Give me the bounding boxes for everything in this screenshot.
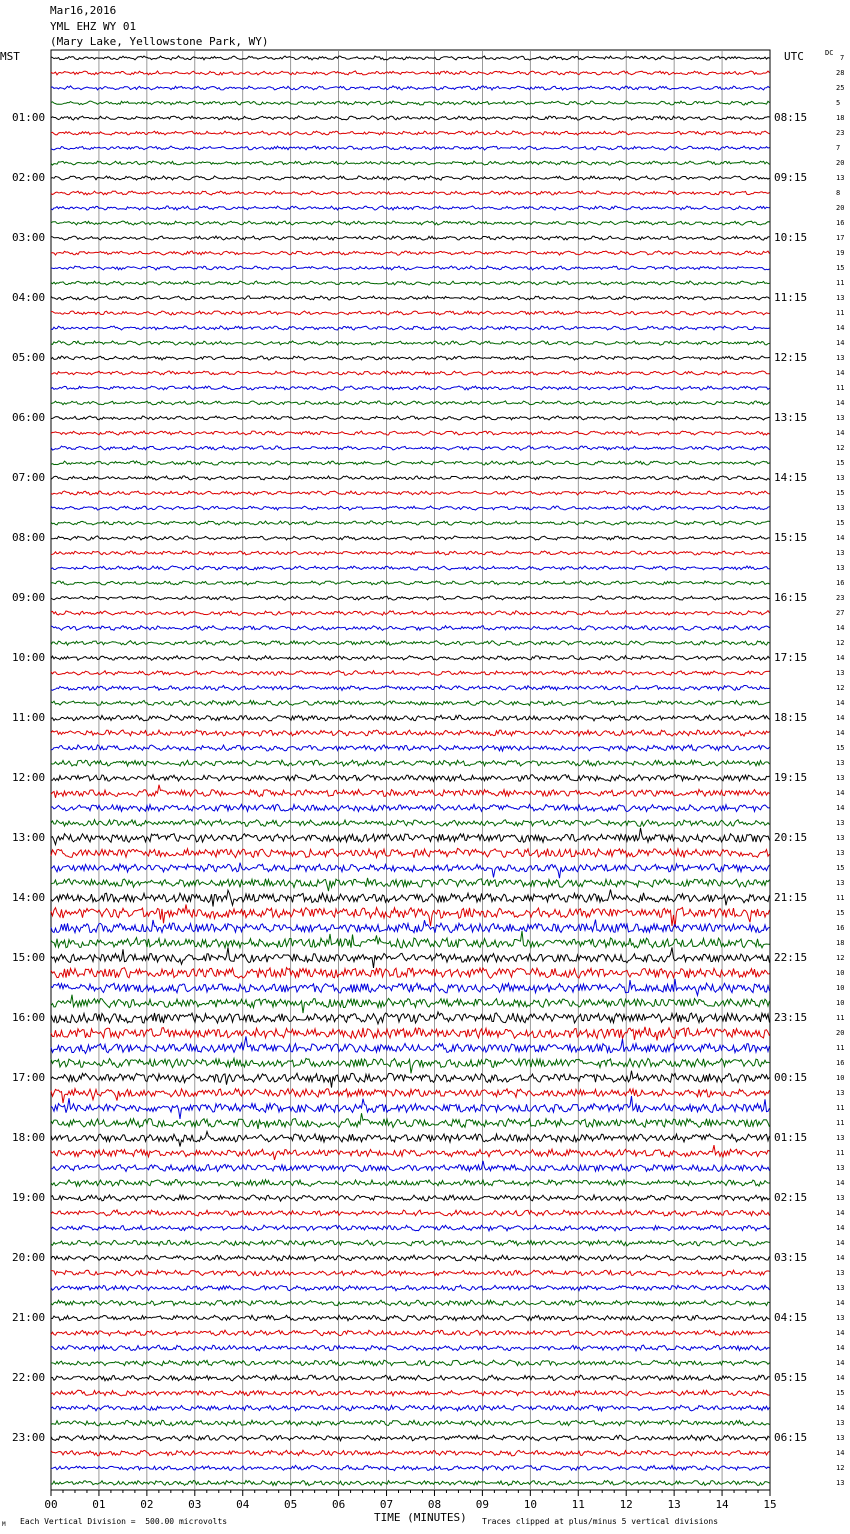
- seismic-trace: [51, 596, 770, 600]
- seismic-trace: [51, 461, 770, 465]
- dc-offset-label: 14: [836, 1209, 845, 1217]
- seismic-trace: [51, 416, 770, 420]
- x-tick-label: 00: [44, 1498, 58, 1511]
- seismic-trace: [51, 176, 770, 180]
- dc-offset-label: 27: [836, 609, 845, 617]
- x-tick-label: 10: [523, 1498, 537, 1511]
- plot-frame: [51, 50, 770, 1490]
- seismic-trace: [51, 161, 770, 165]
- seismic-trace: [51, 1375, 770, 1381]
- x-tick-label: 02: [140, 1498, 154, 1511]
- left-hour-label: 04:00: [12, 291, 46, 304]
- seismic-trace: [51, 281, 770, 285]
- right-hour-label: 15:15: [774, 531, 808, 544]
- seismic-trace: [51, 995, 770, 1013]
- x-tick-label: 15: [763, 1498, 777, 1511]
- dc-offset-label: 25: [836, 84, 845, 92]
- left-hour-label: 03:00: [12, 231, 46, 244]
- dc-offset-label: 14: [836, 729, 845, 737]
- seismic-trace: [51, 760, 770, 766]
- left-hour-label: 20:00: [12, 1251, 46, 1264]
- seismic-trace: [51, 626, 770, 631]
- dc-offset-label: 12: [836, 639, 845, 647]
- left-hour-label: 06:00: [12, 411, 46, 424]
- dc-offset-label: 10: [836, 1074, 845, 1082]
- seismic-trace: [51, 521, 770, 525]
- left-hour-label: 05:00: [12, 351, 46, 364]
- dc-offset-label: 13: [836, 759, 845, 767]
- header-location: (Mary Lake, Yellowstone Park, WY): [50, 35, 269, 48]
- dc-offset-label: 13: [836, 1314, 845, 1322]
- seismic-trace: [51, 131, 770, 135]
- dc-offset-label: 11: [836, 1119, 845, 1127]
- dc-offset-label: 14: [836, 654, 845, 662]
- seismic-trace: [51, 931, 770, 948]
- dc-offset-label: 15: [836, 489, 845, 497]
- dc-offset-label: 11: [836, 1014, 845, 1022]
- dc-offset-label: 12: [836, 684, 845, 692]
- dc-offset-label: 16: [836, 924, 845, 932]
- seismic-trace: [51, 386, 770, 390]
- seismic-trace: [51, 905, 770, 928]
- left-hour-label: 08:00: [12, 531, 46, 544]
- x-axis-title: TIME (MINUTES): [374, 1511, 467, 1524]
- left-hour-label: 01:00: [12, 111, 46, 124]
- seismic-trace: [51, 581, 770, 585]
- header-station: YML EHZ WY 01: [50, 20, 137, 33]
- dc-offset-label: 14: [836, 789, 845, 797]
- dc-offset-label: 18: [836, 114, 845, 122]
- seismic-trace: [51, 1089, 770, 1103]
- seismic-trace: [51, 311, 770, 315]
- seismic-trace: [51, 1240, 770, 1246]
- x-tick-label: 14: [715, 1498, 729, 1511]
- seismic-trace: [51, 551, 770, 555]
- dc-offset-label: 13: [836, 174, 845, 182]
- clip-note: Traces clipped at plus/minus 5 vertical divisions: [482, 1517, 719, 1526]
- dc-label: DC: [825, 49, 834, 57]
- seismic-trace: [51, 979, 770, 995]
- seismic-trace: [51, 1210, 770, 1216]
- seismic-trace: [51, 641, 770, 646]
- seismic-trace: [51, 251, 770, 255]
- dc-offset-label: 16: [836, 1059, 845, 1067]
- left-hour-label: 16:00: [12, 1011, 46, 1024]
- x-tick-label: 01: [92, 1498, 106, 1511]
- seismic-trace: [51, 1058, 770, 1073]
- right-hour-label: 06:15: [774, 1431, 808, 1444]
- seismic-trace: [51, 863, 770, 879]
- dc-offset-label: 10: [836, 969, 845, 977]
- seismic-trace: [51, 1405, 770, 1411]
- dc-offset-label: 14: [836, 699, 845, 707]
- x-tick-label: 06: [331, 1498, 346, 1511]
- seismic-trace: [51, 1435, 770, 1441]
- dc-offset-label: 13: [836, 819, 845, 827]
- left-hour-label: 15:00: [12, 951, 46, 964]
- dc-offset-label: 10: [836, 984, 845, 992]
- dc-offset-label: 14: [836, 1404, 845, 1412]
- seismic-trace: [51, 1450, 770, 1456]
- seismic-trace: [51, 1012, 770, 1024]
- x-tick-label: 12: [619, 1498, 633, 1511]
- right-hour-label: 08:15: [774, 111, 808, 124]
- right-hour-label: 00:15: [774, 1071, 808, 1084]
- dc-offset-label: 17: [836, 234, 845, 242]
- right-hour-label: 01:15: [774, 1131, 808, 1144]
- dc-offset-label: 13: [836, 1269, 845, 1277]
- dc-offset-label: 15: [836, 459, 845, 467]
- dc-offset-label: 28: [836, 69, 845, 77]
- seismic-trace: [51, 700, 770, 705]
- dc-offset-label: 11: [836, 894, 845, 902]
- dc-offset-label: 23: [836, 129, 845, 137]
- seismic-trace: [51, 715, 770, 721]
- seismic-trace: [51, 341, 770, 345]
- seismic-trace: [51, 1027, 770, 1041]
- dc-offset-label: 14: [836, 1359, 845, 1367]
- dc-offset-label: 14: [836, 714, 845, 722]
- dc-offset-label: 14: [836, 1374, 845, 1382]
- x-tick-label: 09: [475, 1498, 490, 1511]
- seismic-trace: [51, 401, 770, 405]
- dc-offset-label: 15: [836, 519, 845, 527]
- seismic-trace: [51, 236, 770, 240]
- seismic-trace: [51, 1180, 770, 1187]
- left-hour-label: 13:00: [12, 831, 46, 844]
- dc-offset-label: 13: [836, 1479, 845, 1487]
- seismic-trace: [51, 1096, 770, 1119]
- header-date: Mar16,2016: [50, 4, 117, 17]
- dc-offset-label: 10: [836, 999, 845, 1007]
- dc-offset-label: 15: [836, 1389, 845, 1397]
- seismic-trace: [51, 566, 770, 570]
- dc-offset-label: 14: [836, 1239, 845, 1247]
- dc-offset-label: 23: [836, 594, 845, 602]
- scale-note: Each Vertical Division = 500.00 microvolts: [20, 1517, 228, 1526]
- dc-offset-label: 14: [836, 369, 845, 377]
- seismic-trace: [51, 775, 770, 782]
- corner-mark: M: [2, 1521, 6, 1528]
- dc-offset-label: 14: [836, 339, 845, 347]
- dc-offset-label: 13: [836, 774, 845, 782]
- seismic-trace: [51, 431, 770, 435]
- seismic-trace: [51, 820, 770, 827]
- seismic-trace: [51, 890, 770, 907]
- left-hour-label: 23:00: [12, 1431, 46, 1444]
- seismic-trace: [51, 536, 770, 540]
- right-hour-label: 17:15: [774, 651, 808, 664]
- dc-offset-label: 18: [836, 939, 845, 947]
- dc-offset-label: 5: [836, 99, 841, 107]
- dc-offset-label: 12: [836, 444, 845, 452]
- left-zone-label: MST: [0, 50, 20, 63]
- seismic-trace: [51, 1225, 770, 1231]
- seismic-trace: [51, 221, 770, 225]
- dc-offset-label: 14: [836, 534, 845, 542]
- seismic-trace: [51, 1270, 770, 1276]
- dc-offset-label: 14: [836, 399, 845, 407]
- seismic-trace: [51, 920, 770, 933]
- dc-offset-label: 7: [836, 144, 841, 152]
- dc-offset-label: 11: [836, 384, 845, 392]
- right-hour-label: 04:15: [774, 1311, 808, 1324]
- dc-offset-label: 14: [836, 1449, 845, 1457]
- dc-offset-label: 11: [836, 1104, 845, 1112]
- dc-offset-label: 13: [836, 1419, 845, 1427]
- dc-offset-label: 14: [836, 1329, 845, 1337]
- dc-offset-label: 14: [836, 1224, 845, 1232]
- x-tick-label: 07: [379, 1498, 394, 1511]
- dc-offset-label: 11: [836, 309, 845, 317]
- seismic-trace: [51, 671, 770, 676]
- seismic-trace: [51, 71, 770, 75]
- dc-offset-label: 12: [836, 1464, 845, 1472]
- left-hour-label: 19:00: [12, 1191, 46, 1204]
- left-hour-label: 17:00: [12, 1071, 46, 1084]
- dc-offset-label: 13: [836, 564, 845, 572]
- dc-offset-label: 11: [836, 1044, 845, 1052]
- dc-offset-label: 16: [836, 219, 845, 227]
- seismic-trace: [51, 1132, 770, 1147]
- seismic-trace: [51, 1161, 770, 1172]
- left-hour-label: 07:00: [12, 471, 46, 484]
- dc-offset-label: 19: [836, 249, 845, 257]
- right-hour-label: 10:15: [774, 231, 808, 244]
- right-hour-label: 21:15: [774, 891, 808, 904]
- dc-offset-label: 14: [836, 1254, 845, 1262]
- right-hour-label: 09:15: [774, 171, 808, 184]
- right-hour-label: 14:15: [774, 471, 808, 484]
- dc-offset-label: 20: [836, 159, 845, 167]
- dc-offset-label: 14: [836, 624, 845, 632]
- dc-offset-label: 13: [836, 1434, 845, 1442]
- dc-offset-label: 14: [836, 1179, 845, 1187]
- dc-offset-label: 13: [836, 1164, 845, 1172]
- left-hour-label: 14:00: [12, 891, 46, 904]
- dc-offset-label: 13: [836, 474, 845, 482]
- right-hour-label: 19:15: [774, 771, 808, 784]
- right-hour-label: 13:15: [774, 411, 808, 424]
- dc-offset-label: 13: [836, 354, 845, 362]
- seismic-trace: [51, 206, 770, 210]
- x-tick-label: 13: [667, 1498, 681, 1511]
- seismic-trace: [51, 785, 770, 798]
- left-hour-label: 09:00: [12, 591, 46, 604]
- dc-offset-label: 14: [836, 804, 845, 812]
- seismic-trace: [51, 1420, 770, 1426]
- dc-offset-label: 14: [836, 324, 845, 332]
- right-hour-label: 02:15: [774, 1191, 808, 1204]
- right-hour-label: 03:15: [774, 1251, 808, 1264]
- seismic-trace: [51, 326, 770, 330]
- dc-offset-label: 11: [836, 1149, 845, 1157]
- dc-offset-label: 13: [836, 1194, 845, 1202]
- seismic-trace: [51, 1255, 770, 1261]
- seismic-trace: [51, 356, 770, 360]
- x-tick-label: 05: [284, 1498, 298, 1511]
- seismic-trace: [51, 146, 770, 150]
- dc-offset-label: 20: [836, 204, 845, 212]
- seismic-trace: [51, 506, 770, 510]
- dc-offset-label: 13: [836, 849, 845, 857]
- seismic-trace: [51, 611, 770, 616]
- dc-offset-label: 13: [836, 669, 845, 677]
- seismic-trace: [51, 730, 770, 736]
- seismic-trace: [51, 371, 770, 375]
- seismic-trace: [51, 828, 770, 845]
- x-tick-label: 03: [188, 1498, 202, 1511]
- right-hour-label: 05:15: [774, 1371, 808, 1384]
- seismic-trace: [51, 1071, 770, 1088]
- seismic-trace: [51, 476, 770, 480]
- right-hour-label: 11:15: [774, 291, 808, 304]
- dc-offset-label: 13: [836, 1284, 845, 1292]
- right-hour-label: 12:15: [774, 351, 808, 364]
- seismic-trace: [51, 1113, 770, 1129]
- seismic-trace: [51, 86, 770, 90]
- dc-offset-label: 7: [840, 54, 845, 62]
- seismic-trace: [51, 848, 770, 857]
- dc-offset-label: 13: [836, 504, 845, 512]
- right-zone-label: UTC: [784, 50, 804, 63]
- seismic-trace: [51, 1036, 770, 1053]
- seismic-trace: [51, 266, 770, 270]
- dc-offset-label: 15: [836, 264, 845, 272]
- left-hour-label: 22:00: [12, 1371, 46, 1384]
- seismic-trace: [51, 1300, 770, 1306]
- seismic-trace: [51, 1345, 770, 1351]
- dc-offset-label: 14: [836, 1344, 845, 1352]
- x-tick-label: 11: [571, 1498, 585, 1511]
- seismic-trace: [51, 1390, 770, 1396]
- left-hour-label: 21:00: [12, 1311, 46, 1324]
- x-tick-label: 08: [427, 1498, 442, 1511]
- seismic-trace: [51, 745, 770, 751]
- seismic-trace: [51, 116, 770, 120]
- seismic-trace: [51, 56, 770, 60]
- dc-offset-label: 13: [836, 1134, 845, 1142]
- right-hour-label: 18:15: [774, 711, 808, 724]
- seismic-trace: [51, 878, 770, 891]
- right-hour-label: 20:15: [774, 831, 808, 844]
- left-hour-label: 11:00: [12, 711, 46, 724]
- dc-offset-label: 13: [836, 1089, 845, 1097]
- seismic-trace: [51, 1330, 770, 1336]
- dc-offset-label: 14: [836, 1299, 845, 1307]
- seismic-trace: [51, 1195, 770, 1201]
- right-hour-label: 16:15: [774, 591, 808, 604]
- dc-offset-label: 12: [836, 954, 845, 962]
- seismic-trace: [51, 491, 770, 495]
- dc-offset-label: 15: [836, 864, 845, 872]
- dc-offset-label: 13: [836, 834, 845, 842]
- seismic-trace: [51, 804, 770, 811]
- dc-offset-label: 13: [836, 549, 845, 557]
- seismic-trace: [51, 1145, 770, 1160]
- seismic-trace: [51, 296, 770, 300]
- left-hour-label: 12:00: [12, 771, 46, 784]
- right-hour-label: 23:15: [774, 1011, 808, 1024]
- seismic-trace: [51, 968, 770, 979]
- dc-offset-label: 13: [836, 414, 845, 422]
- seismic-trace: [51, 948, 770, 968]
- dc-offset-label: 15: [836, 909, 845, 917]
- seismic-trace: [51, 101, 770, 105]
- dc-offset-label: 13: [836, 879, 845, 887]
- left-hour-label: 18:00: [12, 1131, 46, 1144]
- seismic-trace: [51, 1465, 770, 1470]
- dc-offset-label: 8: [836, 189, 841, 197]
- seismic-trace: [51, 656, 770, 661]
- dc-offset-label: 15: [836, 744, 845, 752]
- dc-offset-label: 14: [836, 429, 845, 437]
- dc-offset-label: 16: [836, 579, 845, 587]
- seismic-trace: [51, 1481, 770, 1486]
- right-hour-label: 22:15: [774, 951, 808, 964]
- left-hour-label: 02:00: [12, 171, 46, 184]
- left-hour-label: 10:00: [12, 651, 46, 664]
- seismic-trace: [51, 446, 770, 450]
- dc-offset-label: 11: [836, 279, 845, 287]
- seismic-trace: [51, 1285, 770, 1291]
- seismic-trace: [51, 685, 770, 690]
- seismic-trace: [51, 1360, 770, 1366]
- dc-offset-label: 13: [836, 294, 845, 302]
- seismic-trace: [51, 191, 770, 195]
- dc-offset-label: 20: [836, 1029, 845, 1037]
- x-tick-label: 04: [236, 1498, 250, 1511]
- seismic-trace: [51, 1315, 770, 1321]
